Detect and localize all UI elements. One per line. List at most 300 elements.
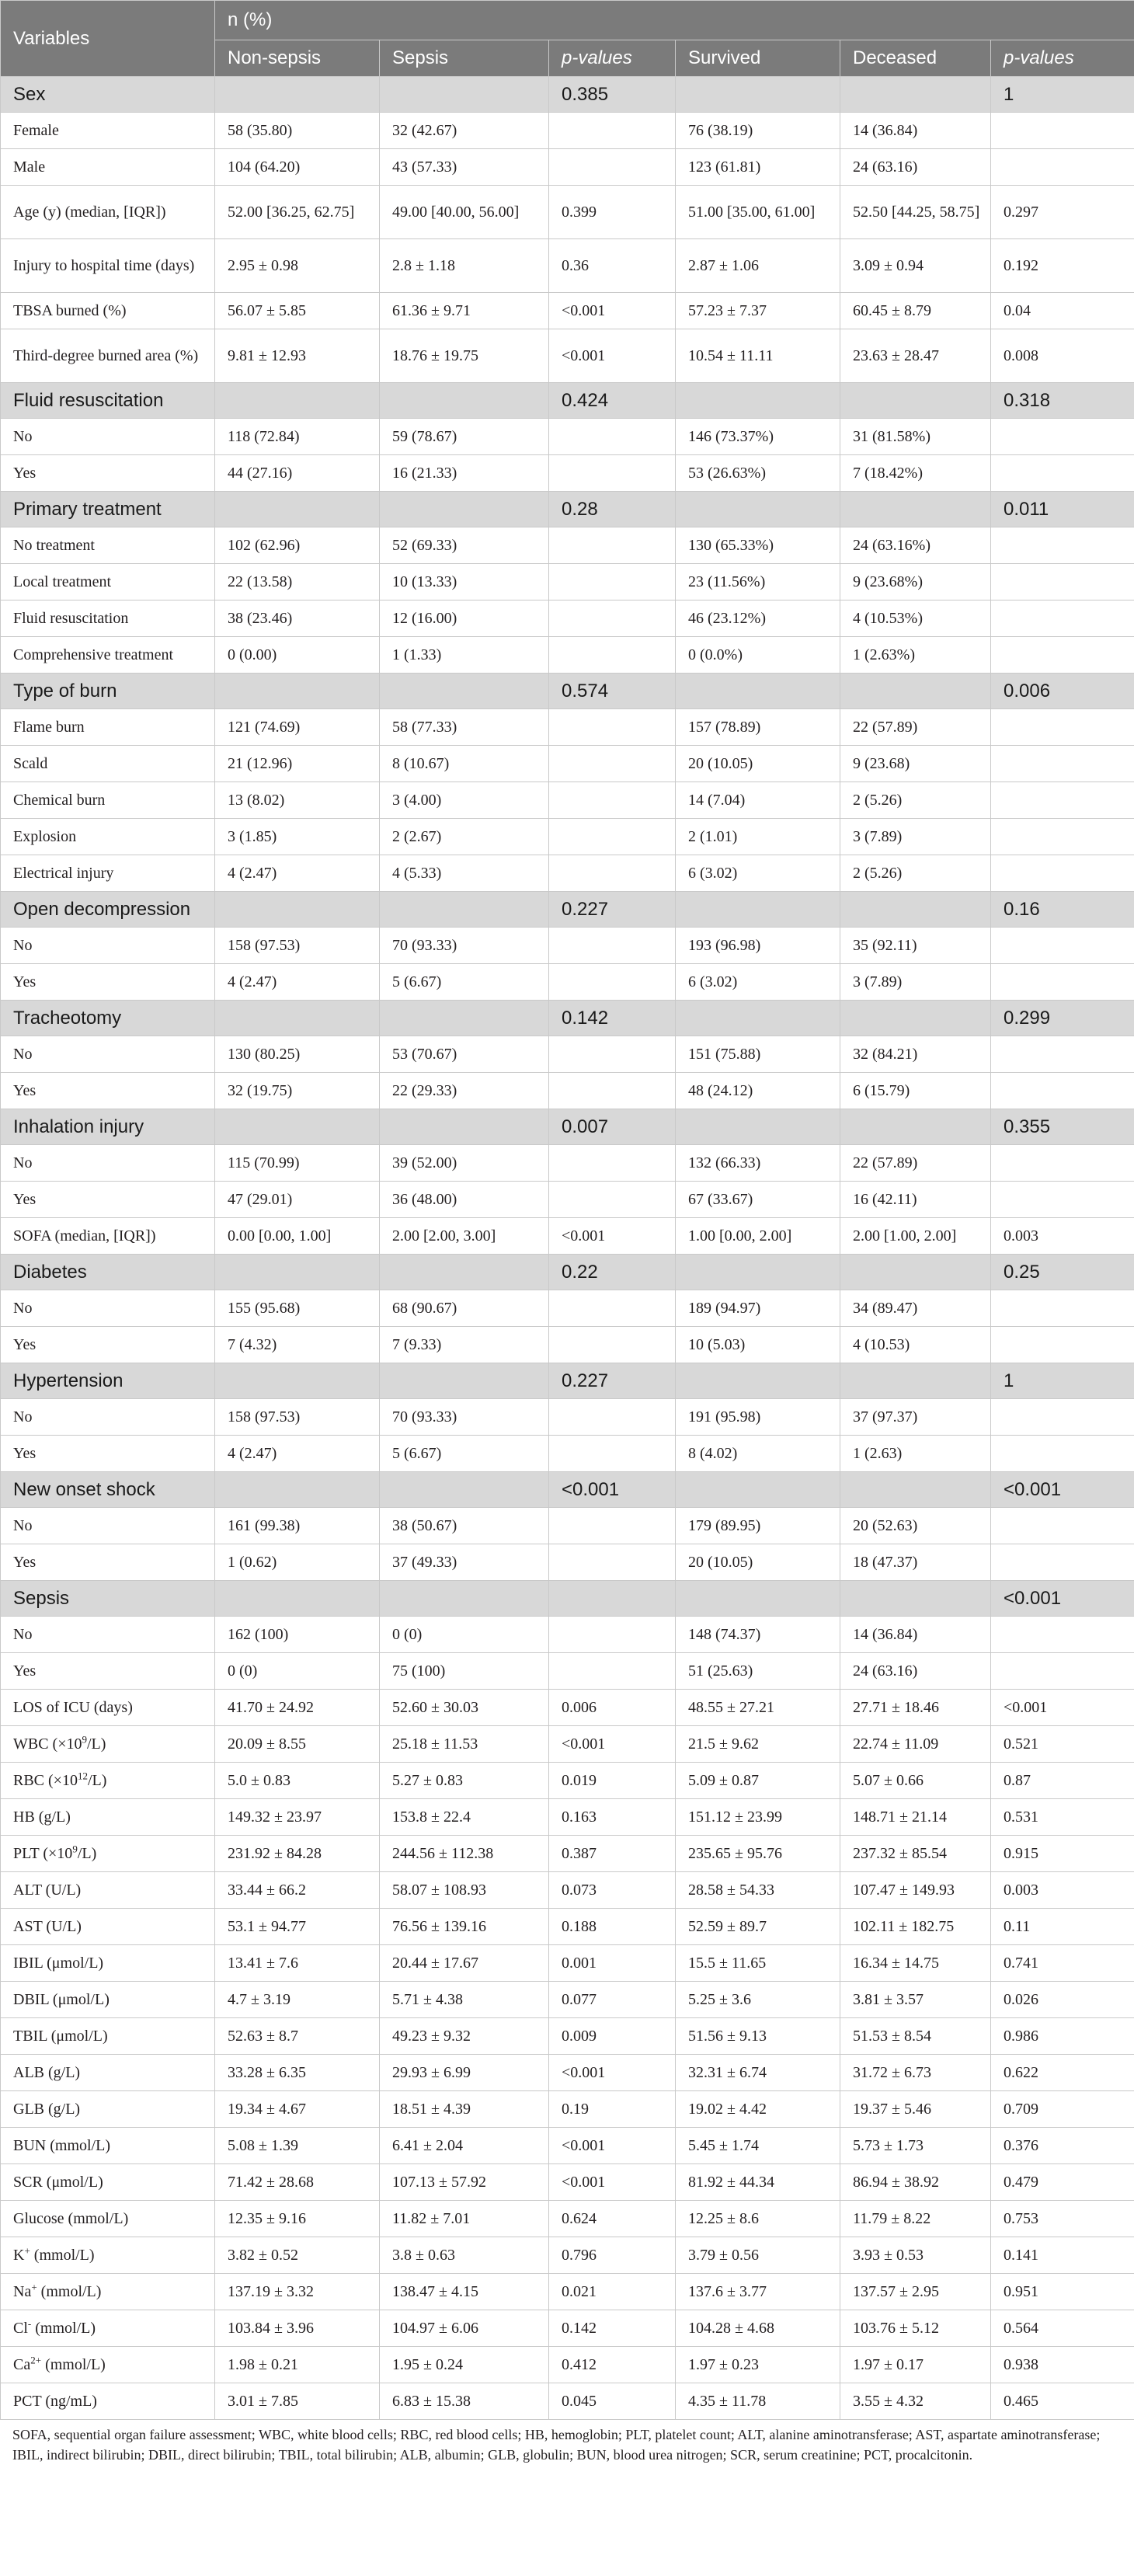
table-cell: 0.709 [991, 2091, 1134, 2128]
table-row [1, 2091, 1134, 2128]
table-row [1, 1690, 1134, 1726]
table-row [1, 2347, 1134, 2383]
table-cell: 51 (25.63) [676, 1653, 840, 1690]
table-cell: 9 (23.68%) [840, 564, 991, 600]
table-cell: 1.97 ± 0.23 [676, 2347, 840, 2383]
table-cell: 16 (21.33) [380, 455, 549, 492]
table-cell: 34 (89.47) [840, 1290, 991, 1327]
variable-label: ALB (g/L) [1, 2055, 215, 2091]
table-cell: 193 (96.98) [676, 928, 840, 964]
table-cell: 0.521 [991, 1726, 1134, 1763]
variable-label: Fluid resuscitation [1, 600, 215, 637]
table-cell [840, 1581, 991, 1617]
table-cell: 0.073 [549, 1872, 676, 1909]
table-cell: 4 (10.53) [840, 1327, 991, 1363]
variable-label: Yes [1, 455, 215, 492]
table-cell [991, 113, 1134, 149]
table-cell: 5.27 ± 0.83 [380, 1763, 549, 1799]
variable-label: ALT (U/L) [1, 1872, 215, 1909]
table-cell: 2.87 ± 1.06 [676, 239, 840, 293]
variable-label: Injury to hospital time (days) [1, 239, 215, 293]
table-cell: 37 (97.37) [840, 1399, 991, 1436]
section-label: New onset shock [1, 1472, 215, 1508]
table-cell: 0.045 [549, 2383, 676, 2420]
table-cell: 13.41 ± 7.6 [215, 1945, 380, 1982]
table-cell: 22 (13.58) [215, 564, 380, 600]
table-cell: 18 (47.37) [840, 1544, 991, 1581]
variable-label: Comprehensive treatment [1, 637, 215, 674]
table-cell: 9 (23.68) [840, 746, 991, 782]
table-cell [840, 1109, 991, 1145]
table-cell: 56.07 ± 5.85 [215, 293, 380, 329]
variable-label: No [1, 1617, 215, 1653]
table-cell [676, 1109, 840, 1145]
table-cell: 0.141 [991, 2237, 1134, 2274]
table-cell: 130 (80.25) [215, 1036, 380, 1073]
table-cell [840, 892, 991, 928]
table-cell: <0.001 [549, 1726, 676, 1763]
table-row [1, 1290, 1134, 1327]
table-cell [840, 1001, 991, 1036]
table-row [1, 1763, 1134, 1799]
table-cell: 68 (90.67) [380, 1290, 549, 1327]
table-cell: 22 (57.89) [840, 1145, 991, 1182]
table-cell: 16.34 ± 14.75 [840, 1945, 991, 1982]
table-cell: 0.318 [991, 383, 1134, 419]
table-cell [380, 1001, 549, 1036]
table-cell: 5 (6.67) [380, 964, 549, 1001]
table-cell: 2.00 [2.00, 3.00] [380, 1218, 549, 1255]
table-cell: 61.36 ± 9.71 [380, 293, 549, 329]
table-row [1, 637, 1134, 674]
table-cell: 237.32 ± 85.54 [840, 1836, 991, 1872]
table-cell [215, 1255, 380, 1290]
table-row [1, 1836, 1134, 1872]
table-cell [549, 1036, 676, 1073]
table-cell: 10.54 ± 11.11 [676, 329, 840, 383]
table-cell: 22 (57.89) [840, 709, 991, 746]
table-footnote: SOFA, sequential organ failure assessment; WBC, white blood cells; RBC, red blood cells; HB, hemoglobin; PLT, platelet count; ALT, alanine aminotransferase; AST, aspartate aminotransferase; IBIL, indirect bilirubin; DBIL, direct bilirubin; TBIL, total bilirubin; ALB, albumin; GLB, globulin; BUN, blood urea nitrogen; SCR, serum creatinine; PCT, procalcitonin. [12, 2427, 1101, 2463]
table-cell: 1.95 ± 0.24 [380, 2347, 549, 2383]
table-cell [991, 1399, 1134, 1436]
table-row [1, 186, 1134, 239]
table-cell: 0.36 [549, 239, 676, 293]
table-cell: 31 (81.58%) [840, 419, 991, 455]
table-cell: 18.51 ± 4.39 [380, 2091, 549, 2128]
table-cell: 158 (97.53) [215, 928, 380, 964]
table-cell: 0.412 [549, 2347, 676, 2383]
table-cell [676, 674, 840, 709]
table-cell: 123 (61.81) [676, 149, 840, 186]
table-cell: 76 (38.19) [676, 113, 840, 149]
section-label: Tracheotomy [1, 1001, 215, 1036]
section-label: Open decompression [1, 892, 215, 928]
table-cell [549, 1508, 676, 1544]
section-label: Primary treatment [1, 492, 215, 527]
table-cell: 14 (7.04) [676, 782, 840, 819]
table-cell: 2 (2.67) [380, 819, 549, 855]
table-cell: 5.07 ± 0.66 [840, 1763, 991, 1799]
table-cell [991, 600, 1134, 637]
table-cell [840, 674, 991, 709]
table-cell: 19.37 ± 5.46 [840, 2091, 991, 2128]
table-cell: 0.399 [549, 186, 676, 239]
table-cell: 5.09 ± 0.87 [676, 1763, 840, 1799]
table-cell [676, 1363, 840, 1399]
table-cell: 33.44 ± 66.2 [215, 1872, 380, 1909]
table-cell: 3 (1.85) [215, 819, 380, 855]
table-cell [991, 928, 1134, 964]
variable-label: $Ca^{2+}$ (mmol/L) [1, 2347, 215, 2383]
table-row [1, 1872, 1134, 1909]
table-cell: 158 (97.53) [215, 1399, 380, 1436]
table-cell [991, 1036, 1134, 1073]
table-cell: 5.0 ± 0.83 [215, 1763, 380, 1799]
table-cell: 0.915 [991, 1836, 1134, 1872]
table-cell: 0.001 [549, 1945, 676, 1982]
table-cell: 0.938 [991, 2347, 1134, 2383]
table-cell: <0.001 [549, 1218, 676, 1255]
table-row [1, 1218, 1134, 1255]
table-cell: 1.98 ± 0.21 [215, 2347, 380, 2383]
table-cell: 1 (2.63%) [840, 637, 991, 674]
table-cell [991, 455, 1134, 492]
table-cell: 0.624 [549, 2201, 676, 2237]
table-row [1, 455, 1134, 492]
table-cell [991, 709, 1134, 746]
table-cell: 0.163 [549, 1799, 676, 1836]
table-row [1, 1945, 1134, 1982]
table-cell: 137.6 ± 3.77 [676, 2274, 840, 2310]
table-cell: 58 (77.33) [380, 709, 549, 746]
variable-label: Yes [1, 1182, 215, 1218]
table-cell [549, 1653, 676, 1690]
variable-label: K+ (mmol/L) [1, 2237, 215, 2274]
table-cell: <0.001 [549, 1472, 676, 1508]
table-cell [549, 1327, 676, 1363]
table-cell: 0.006 [991, 674, 1134, 709]
variable-label: BUN (mmol/L) [1, 2128, 215, 2164]
variable-label: DBIL (μmol/L) [1, 1982, 215, 2018]
table-cell: 3.8 ± 0.63 [380, 2237, 549, 2274]
table-cell: 49.00 [40.00, 56.00] [380, 186, 549, 239]
table-cell: 71.42 ± 28.68 [215, 2164, 380, 2201]
table-cell: 70 (93.33) [380, 928, 549, 964]
table-cell: 3.55 ± 4.32 [840, 2383, 991, 2420]
table-cell: 22 (29.33) [380, 1073, 549, 1109]
table-row [1, 329, 1134, 383]
variable-label: No [1, 419, 215, 455]
table-cell: 12.25 ± 8.6 [676, 2201, 840, 2237]
table-cell [991, 1290, 1134, 1327]
table-row [1, 1653, 1134, 1690]
table-cell: 1 (1.33) [380, 637, 549, 674]
table-cell [549, 746, 676, 782]
section-row [1, 1255, 1134, 1290]
table-cell [676, 1001, 840, 1036]
table-cell [676, 1581, 840, 1617]
table-cell: 0.011 [991, 492, 1134, 527]
section-label: Inhalation injury [1, 1109, 215, 1145]
table-cell [676, 77, 840, 113]
table-cell: 0.192 [991, 239, 1134, 293]
section-label: Hypertension [1, 1363, 215, 1399]
table-cell [380, 77, 549, 113]
table-cell [991, 1145, 1134, 1182]
table-cell: 38 (50.67) [380, 1508, 549, 1544]
table-cell: 0.026 [991, 1982, 1134, 2018]
table-cell: 0.796 [549, 2237, 676, 2274]
variable-label: GLB (g/L) [1, 2091, 215, 2128]
table-cell: 60.45 ± 8.79 [840, 293, 991, 329]
table-cell: 191 (95.98) [676, 1399, 840, 1436]
table-cell [991, 855, 1134, 892]
table-cell: 132 (66.33) [676, 1145, 840, 1182]
table-cell: 0.297 [991, 186, 1134, 239]
table-cell: 52.63 ± 8.7 [215, 2018, 380, 2055]
table-cell: 32.31 ± 6.74 [676, 2055, 840, 2091]
group-header: n (%) [215, 1, 1134, 40]
table-cell [991, 564, 1134, 600]
table-cell [991, 1182, 1134, 1218]
table-row [1, 2237, 1134, 2274]
table-cell: 86.94 ± 38.92 [840, 2164, 991, 2201]
table-cell: 0.25 [991, 1255, 1134, 1290]
table-cell: 0.574 [549, 674, 676, 709]
column-header-non-sepsis: Non-sepsis [215, 40, 380, 77]
table-cell [991, 964, 1134, 1001]
table-cell: 3.93 ± 0.53 [840, 2237, 991, 2274]
variable-label: WBC $(\times 10^9/L)$ [1, 1726, 215, 1763]
table-cell: 235.65 ± 95.76 [676, 1836, 840, 1872]
table-cell: 5 (6.67) [380, 1436, 549, 1472]
table-cell [549, 564, 676, 600]
table-cell: 0.009 [549, 2018, 676, 2055]
table-cell: 27.71 ± 18.46 [840, 1690, 991, 1726]
table-row [1, 2164, 1134, 2201]
table-cell [549, 149, 676, 186]
table-cell [549, 455, 676, 492]
table-cell: 2 (5.26) [840, 855, 991, 892]
section-row [1, 892, 1134, 928]
table-cell: 32 (84.21) [840, 1036, 991, 1073]
section-row [1, 1109, 1134, 1145]
table-cell: 3.01 ± 7.85 [215, 2383, 380, 2420]
variable-label: IBIL (μmol/L) [1, 1945, 215, 1982]
table-cell: 21.5 ± 9.62 [676, 1726, 840, 1763]
table-cell: 22.74 ± 11.09 [840, 1726, 991, 1763]
table-cell: 3 (7.89) [840, 819, 991, 855]
table-cell: 0.299 [991, 1001, 1134, 1036]
table-cell: 21 (12.96) [215, 746, 380, 782]
variable-label: No [1, 1145, 215, 1182]
table-cell: 7 (9.33) [380, 1327, 549, 1363]
table-cell: 75 (100) [380, 1653, 549, 1690]
table-cell: 107.13 ± 57.92 [380, 2164, 549, 2201]
table-cell: <0.001 [991, 1581, 1134, 1617]
header-row-1 [1, 1, 1134, 40]
variable-label: Glucose (mmol/L) [1, 2201, 215, 2237]
table-row [1, 746, 1134, 782]
table-cell: 51.56 ± 9.13 [676, 2018, 840, 2055]
table-row [1, 2201, 1134, 2237]
table-cell [991, 637, 1134, 674]
variable-label: No [1, 1290, 215, 1327]
table-cell [840, 77, 991, 113]
table-cell: 0.11 [991, 1909, 1134, 1945]
table-cell [676, 1255, 840, 1290]
variable-label: Scald [1, 746, 215, 782]
table-row [1, 1909, 1134, 1945]
table-cell: 6 (3.02) [676, 855, 840, 892]
table-cell [549, 1436, 676, 1472]
table-cell: 137.57 ± 2.95 [840, 2274, 991, 2310]
table-cell: 4.7 ± 3.19 [215, 1982, 380, 2018]
table-cell: 0.531 [991, 1799, 1134, 1836]
table-cell: 1 [991, 1363, 1134, 1399]
table-row [1, 1982, 1134, 2018]
table-cell [840, 1255, 991, 1290]
table-cell: 14 (36.84) [840, 1617, 991, 1653]
table-cell: 33.28 ± 6.35 [215, 2055, 380, 2091]
table-cell [380, 1363, 549, 1399]
table-row [1, 1327, 1134, 1363]
table-cell: <0.001 [549, 2128, 676, 2164]
table-cell: 23.63 ± 28.47 [840, 329, 991, 383]
table-cell: 0.28 [549, 492, 676, 527]
table-cell: 24 (63.16) [840, 149, 991, 186]
table-cell: 31.72 ± 6.73 [840, 2055, 991, 2091]
table-cell: 39 (52.00) [380, 1145, 549, 1182]
table-cell: <0.001 [549, 2164, 676, 2201]
table-cell: 5.71 ± 4.38 [380, 1982, 549, 2018]
table-cell: 0.227 [549, 892, 676, 928]
column-header-sepsis: Sepsis [380, 40, 549, 77]
table-cell: 28.58 ± 54.33 [676, 1872, 840, 1909]
variable-label: Male [1, 149, 215, 186]
table-cell: 0.00 [0.00, 1.00] [215, 1218, 380, 1255]
section-row [1, 674, 1134, 709]
table-cell: 149.32 ± 23.97 [215, 1799, 380, 1836]
table-cell [840, 1363, 991, 1399]
table-cell: 107.47 ± 149.93 [840, 1872, 991, 1909]
table-row [1, 419, 1134, 455]
table-cell: 6 (15.79) [840, 1073, 991, 1109]
table-cell [991, 1073, 1134, 1109]
table-cell: <0.001 [549, 2055, 676, 2091]
table-row [1, 928, 1134, 964]
section-label: Sex [1, 77, 215, 113]
table-cell [991, 746, 1134, 782]
table-cell: 32 (19.75) [215, 1073, 380, 1109]
variable-label: Yes [1, 964, 215, 1001]
table-cell: 0.951 [991, 2274, 1134, 2310]
table-cell [380, 383, 549, 419]
table-cell: 0.385 [549, 77, 676, 113]
table-cell [215, 492, 380, 527]
table-cell: 155 (95.68) [215, 1290, 380, 1327]
variable-label: Third-degree burned area (%) [1, 329, 215, 383]
table-cell: 47 (29.01) [215, 1182, 380, 1218]
table-cell: 52.59 ± 89.7 [676, 1909, 840, 1945]
table-cell: 67 (33.67) [676, 1182, 840, 1218]
table-cell [840, 492, 991, 527]
variable-label: LOS of ICU (days) [1, 1690, 215, 1726]
table-row [1, 2018, 1134, 2055]
table-row [1, 1073, 1134, 1109]
section-row [1, 1472, 1134, 1508]
table-cell [549, 1399, 676, 1436]
table-cell: 14 (36.84) [840, 113, 991, 149]
table-cell [215, 383, 380, 419]
table-cell: 49.23 ± 9.32 [380, 2018, 549, 2055]
table-cell [549, 637, 676, 674]
table-row [1, 2274, 1134, 2310]
table-row [1, 2128, 1134, 2164]
table-cell: 20 (52.63) [840, 1508, 991, 1544]
table-cell [380, 892, 549, 928]
table-cell: 0.04 [991, 293, 1134, 329]
table-cell: 4.35 ± 11.78 [676, 2383, 840, 2420]
table-cell: 3.79 ± 0.56 [676, 2237, 840, 2274]
table-cell [991, 1327, 1134, 1363]
table-cell [549, 113, 676, 149]
table-cell: 0.753 [991, 2201, 1134, 2237]
table-cell: 0.479 [991, 2164, 1134, 2201]
table-cell: 118 (72.84) [215, 419, 380, 455]
table-cell: 1 (0.62) [215, 1544, 380, 1581]
table-cell: 153.8 ± 22.4 [380, 1799, 549, 1836]
table-cell: <0.001 [991, 1690, 1134, 1726]
table-cell: 0.465 [991, 2383, 1134, 2420]
table-cell: 1 (2.63) [840, 1436, 991, 1472]
table-cell [991, 527, 1134, 564]
table-cell: 157 (78.89) [676, 709, 840, 746]
table-cell [676, 492, 840, 527]
table-cell [380, 1255, 549, 1290]
table-cell [676, 1472, 840, 1508]
table-cell: 148 (74.37) [676, 1617, 840, 1653]
column-header-deceased: Deceased [840, 40, 991, 77]
table-cell: 51.53 ± 8.54 [840, 2018, 991, 2055]
table-cell: 148.71 ± 21.14 [840, 1799, 991, 1836]
table-cell: 0.424 [549, 383, 676, 419]
table-cell: 5.73 ± 1.73 [840, 2128, 991, 2164]
table-row [1, 564, 1134, 600]
table-row [1, 149, 1134, 186]
table-cell: 32 (42.67) [380, 113, 549, 149]
table-cell: 0.006 [549, 1690, 676, 1726]
table-cell: 76.56 ± 139.16 [380, 1909, 549, 1945]
table-cell: 5.25 ± 3.6 [676, 1982, 840, 2018]
variable-label: Local treatment [1, 564, 215, 600]
table-cell [840, 1472, 991, 1508]
table-cell [991, 1508, 1134, 1544]
variable-label: Electrical injury [1, 855, 215, 892]
table-cell: 11.79 ± 8.22 [840, 2201, 991, 2237]
table-cell [549, 1617, 676, 1653]
table-cell: 0.188 [549, 1909, 676, 1945]
variable-label: No [1, 1036, 215, 1073]
table-cell: 70 (93.33) [380, 1399, 549, 1436]
table-row [1, 1145, 1134, 1182]
table-cell: 3 (7.89) [840, 964, 991, 1001]
table-cell: 19.34 ± 4.67 [215, 2091, 380, 2128]
table-cell: 3.09 ± 0.94 [840, 239, 991, 293]
table-cell: 59 (78.67) [380, 419, 549, 455]
table-cell: 0.077 [549, 1982, 676, 2018]
table-cell [549, 1290, 676, 1327]
